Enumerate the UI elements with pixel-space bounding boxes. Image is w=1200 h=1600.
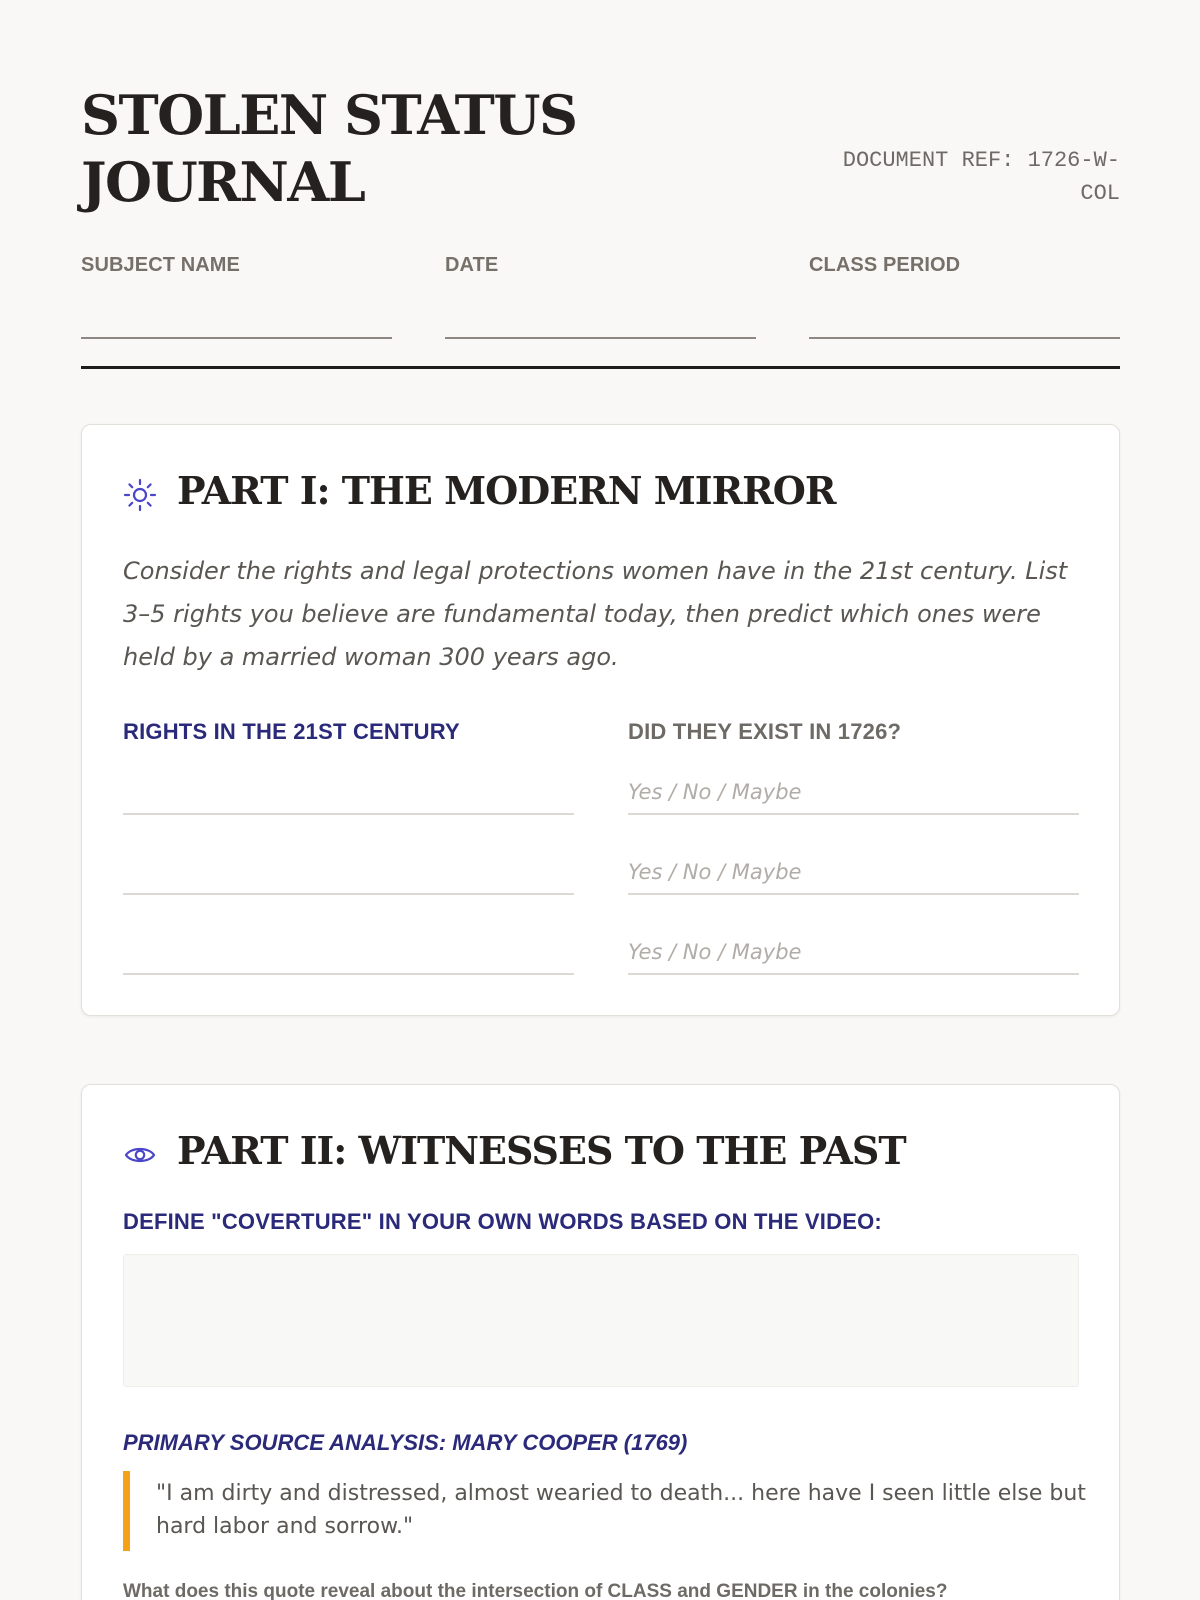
document-reference: DOCUMENT REF: 1726-W-COL xyxy=(842,148,1120,206)
existed-placeholder-1: Yes / No / Maybe xyxy=(628,780,802,804)
analysis-question: What does this quote reveal about the intersection of CLASS and GENDER in the colonies? xyxy=(123,1581,948,1600)
existed-placeholder-2: Yes / No / Maybe xyxy=(628,860,802,884)
coverture-answer-box[interactable] xyxy=(123,1254,1079,1387)
date-line xyxy=(445,337,756,339)
header-divider xyxy=(81,366,1120,369)
existed-input-3[interactable] xyxy=(628,973,1079,975)
primary-source-quote: "I am dirty and distressed, almost wearied to death... here have I seen little else but hard labor and sorrow." xyxy=(156,1481,1086,1539)
right-input-3[interactable] xyxy=(123,973,574,975)
quote-accent-bar xyxy=(123,1471,130,1551)
part-one-instructions: Consider the rights and legal protections women have in the 21st century. List 3–5 rights you believe are fundamental today, then predict which ones were held by a married woman 300 years ago. xyxy=(123,557,1068,671)
existed-input-2[interactable] xyxy=(628,893,1079,895)
part-one-card xyxy=(81,424,1120,1016)
student-info-fields xyxy=(81,254,1120,340)
worksheet-header xyxy=(81,0,1120,240)
date-label: DATE xyxy=(445,254,499,276)
part-two-card xyxy=(81,1084,1120,1600)
existed-input-1[interactable] xyxy=(628,813,1079,815)
right-input-2[interactable] xyxy=(123,893,574,895)
rights-column-header: RIGHTS IN THE 21ST CENTURY xyxy=(123,719,460,744)
existed-placeholder-3: Yes / No / Maybe xyxy=(628,940,802,964)
worksheet-page xyxy=(81,0,1120,1600)
eye-icon xyxy=(123,1138,157,1172)
existed-column-header: DID THEY EXIST IN 1726? xyxy=(628,719,902,744)
date-field[interactable] xyxy=(445,254,756,277)
sun-icon xyxy=(123,478,157,512)
part-one-title: PART I: THE MODERN MIRROR xyxy=(177,468,836,513)
primary-source-heading: PRIMARY SOURCE ANALYSIS: MARY COOPER (1769) xyxy=(123,1430,688,1455)
subject-name-field[interactable] xyxy=(81,254,392,277)
coverture-prompt: DEFINE "COVERTURE" IN YOUR OWN WORDS BASED ON THE VIDEO: xyxy=(123,1209,882,1234)
class-period-field[interactable] xyxy=(809,254,1120,277)
part-two-title: PART II: WITNESSES TO THE PAST xyxy=(177,1128,906,1173)
class-period-label: CLASS PERIOD xyxy=(809,254,961,276)
subject-name-label: SUBJECT NAME xyxy=(81,254,240,276)
class-period-line xyxy=(809,337,1120,339)
page-title: STOLEN STATUS JOURNAL xyxy=(81,83,577,214)
right-input-1[interactable] xyxy=(123,813,574,815)
subject-name-line xyxy=(81,337,392,339)
